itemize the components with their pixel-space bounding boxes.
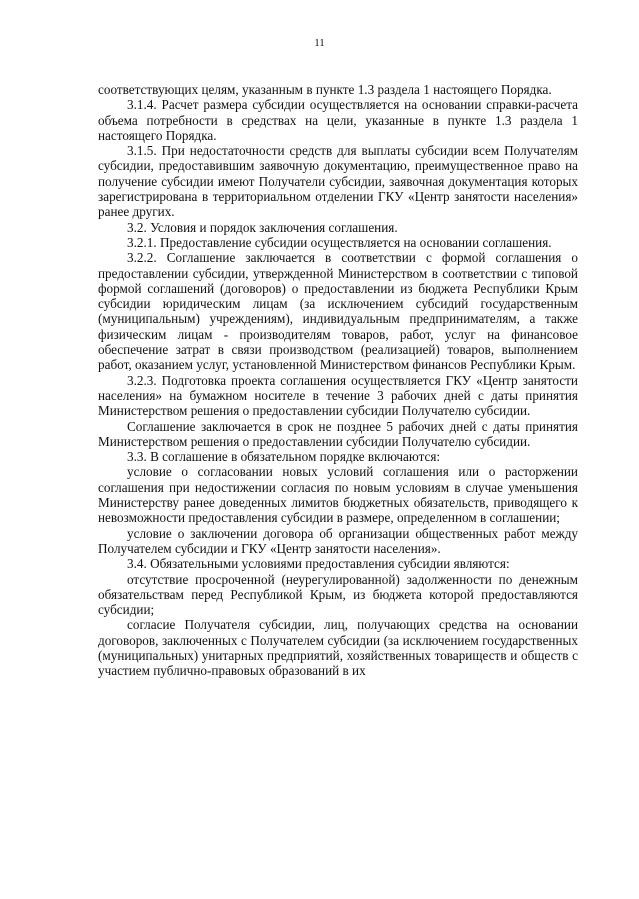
paragraph-3-2-2: 3.2.2. Соглашение заключается в соответствии с формой соглашения о предоставлении субсидии, утвержденной Министерством в соответствии с типовой формой соглашений (договоров) о предоставлении из бюджета Республики Крым субсидии юридическим лицам (за исключением субсидий государственным (муниципальным) учреждениям), индивидуальным предпринимателям, а также физическим лицам - производителям товаров, работ, услуг на финансовое обеспечение затрат в связи производством (реализацией) товаров, выполнением работ, оказанием услуг, установленной Министерством финансов Республики Крым. (98, 250, 578, 373)
paragraph-3-1-5: 3.1.5. При недостаточности средств для выплаты субсидии всем Получателям субсидии, предоставившим заявочную документацию, преимущественное право на получение субсидии имеют Получатели субсидии, заявочная документация которых зарегистрирована в территориальном отделении ГКУ «Центр занятости населения» ранее других. (98, 143, 578, 220)
paragraph-3-2-1: 3.2.1. Предоставление субсидии осуществляется на основании соглашения. (127, 234, 552, 250)
paragraph-3-2-3: 3.2.3. Подготовка проекта соглашения осуществляется ГКУ «Центр занятости населения» на бумажном носителе в течение 3 рабочих дней с даты принятия Министерством решения о предоставлении субсидии Получателю субсидии. (98, 372, 578, 419)
paragraph-3-2: 3.2. Условия и порядок заключения соглашения. (127, 219, 398, 235)
paragraph-3-1-4: 3.1.4. Расчет размера субсидии осуществляется на основании справки-расчета объема потребности в средствах на цели, указанные в пункте 1.3 раздела 1 настоящего Порядка. (98, 97, 578, 143)
document-body (98, 82, 578, 679)
paragraph-continuation: соответствующих целям, указанным в пункте 1.3 раздела 1 настоящего Порядка. (98, 82, 552, 97)
paragraph-condition-renegotiation: условие о согласовании новых условий соглашения или о расторжении соглашения при недостижении согласия по новым условиям в случае уменьшения Министерству ранее доведенных лимитов бюджетных обязательств, приводящего к невозможности предоставления субсидии в размере, определенном в соглашении; (98, 464, 578, 526)
paragraph-no-debt: отсутствие просроченной (неурегулированной) задолженности по денежным обязательствам перед Республикой Крым, из бюджета которой предоставляются субсидии; (98, 571, 578, 618)
paragraph-3-3: 3.3. В соглашение в обязательном порядке включаются: (127, 449, 441, 465)
paragraph-3-4: 3.4. Обязательными условиями предоставления субсидии являются: (127, 556, 510, 572)
page-number: 11 (314, 37, 325, 49)
paragraph-agreement-term: Соглашение заключается в срок не позднее 5 рабочих дней с даты принятия Министерством решения о предоставлении субсидии Получателю субсидии. (98, 418, 578, 449)
paragraph-consent: согласие Получателя субсидии, лиц, получающих средства на основании договоров, заключенных с Получателем субсидии (за исключением государственных (муниципальных) унитарных предприятий, хозяйственных товариществ и обществ с участием публично-правовых образований в их (98, 617, 578, 679)
paragraph-condition-public-works: условие о заключении договора об организации общественных работ между Получателем субсидии и ГКУ «Центр занятости населения». (98, 525, 578, 556)
